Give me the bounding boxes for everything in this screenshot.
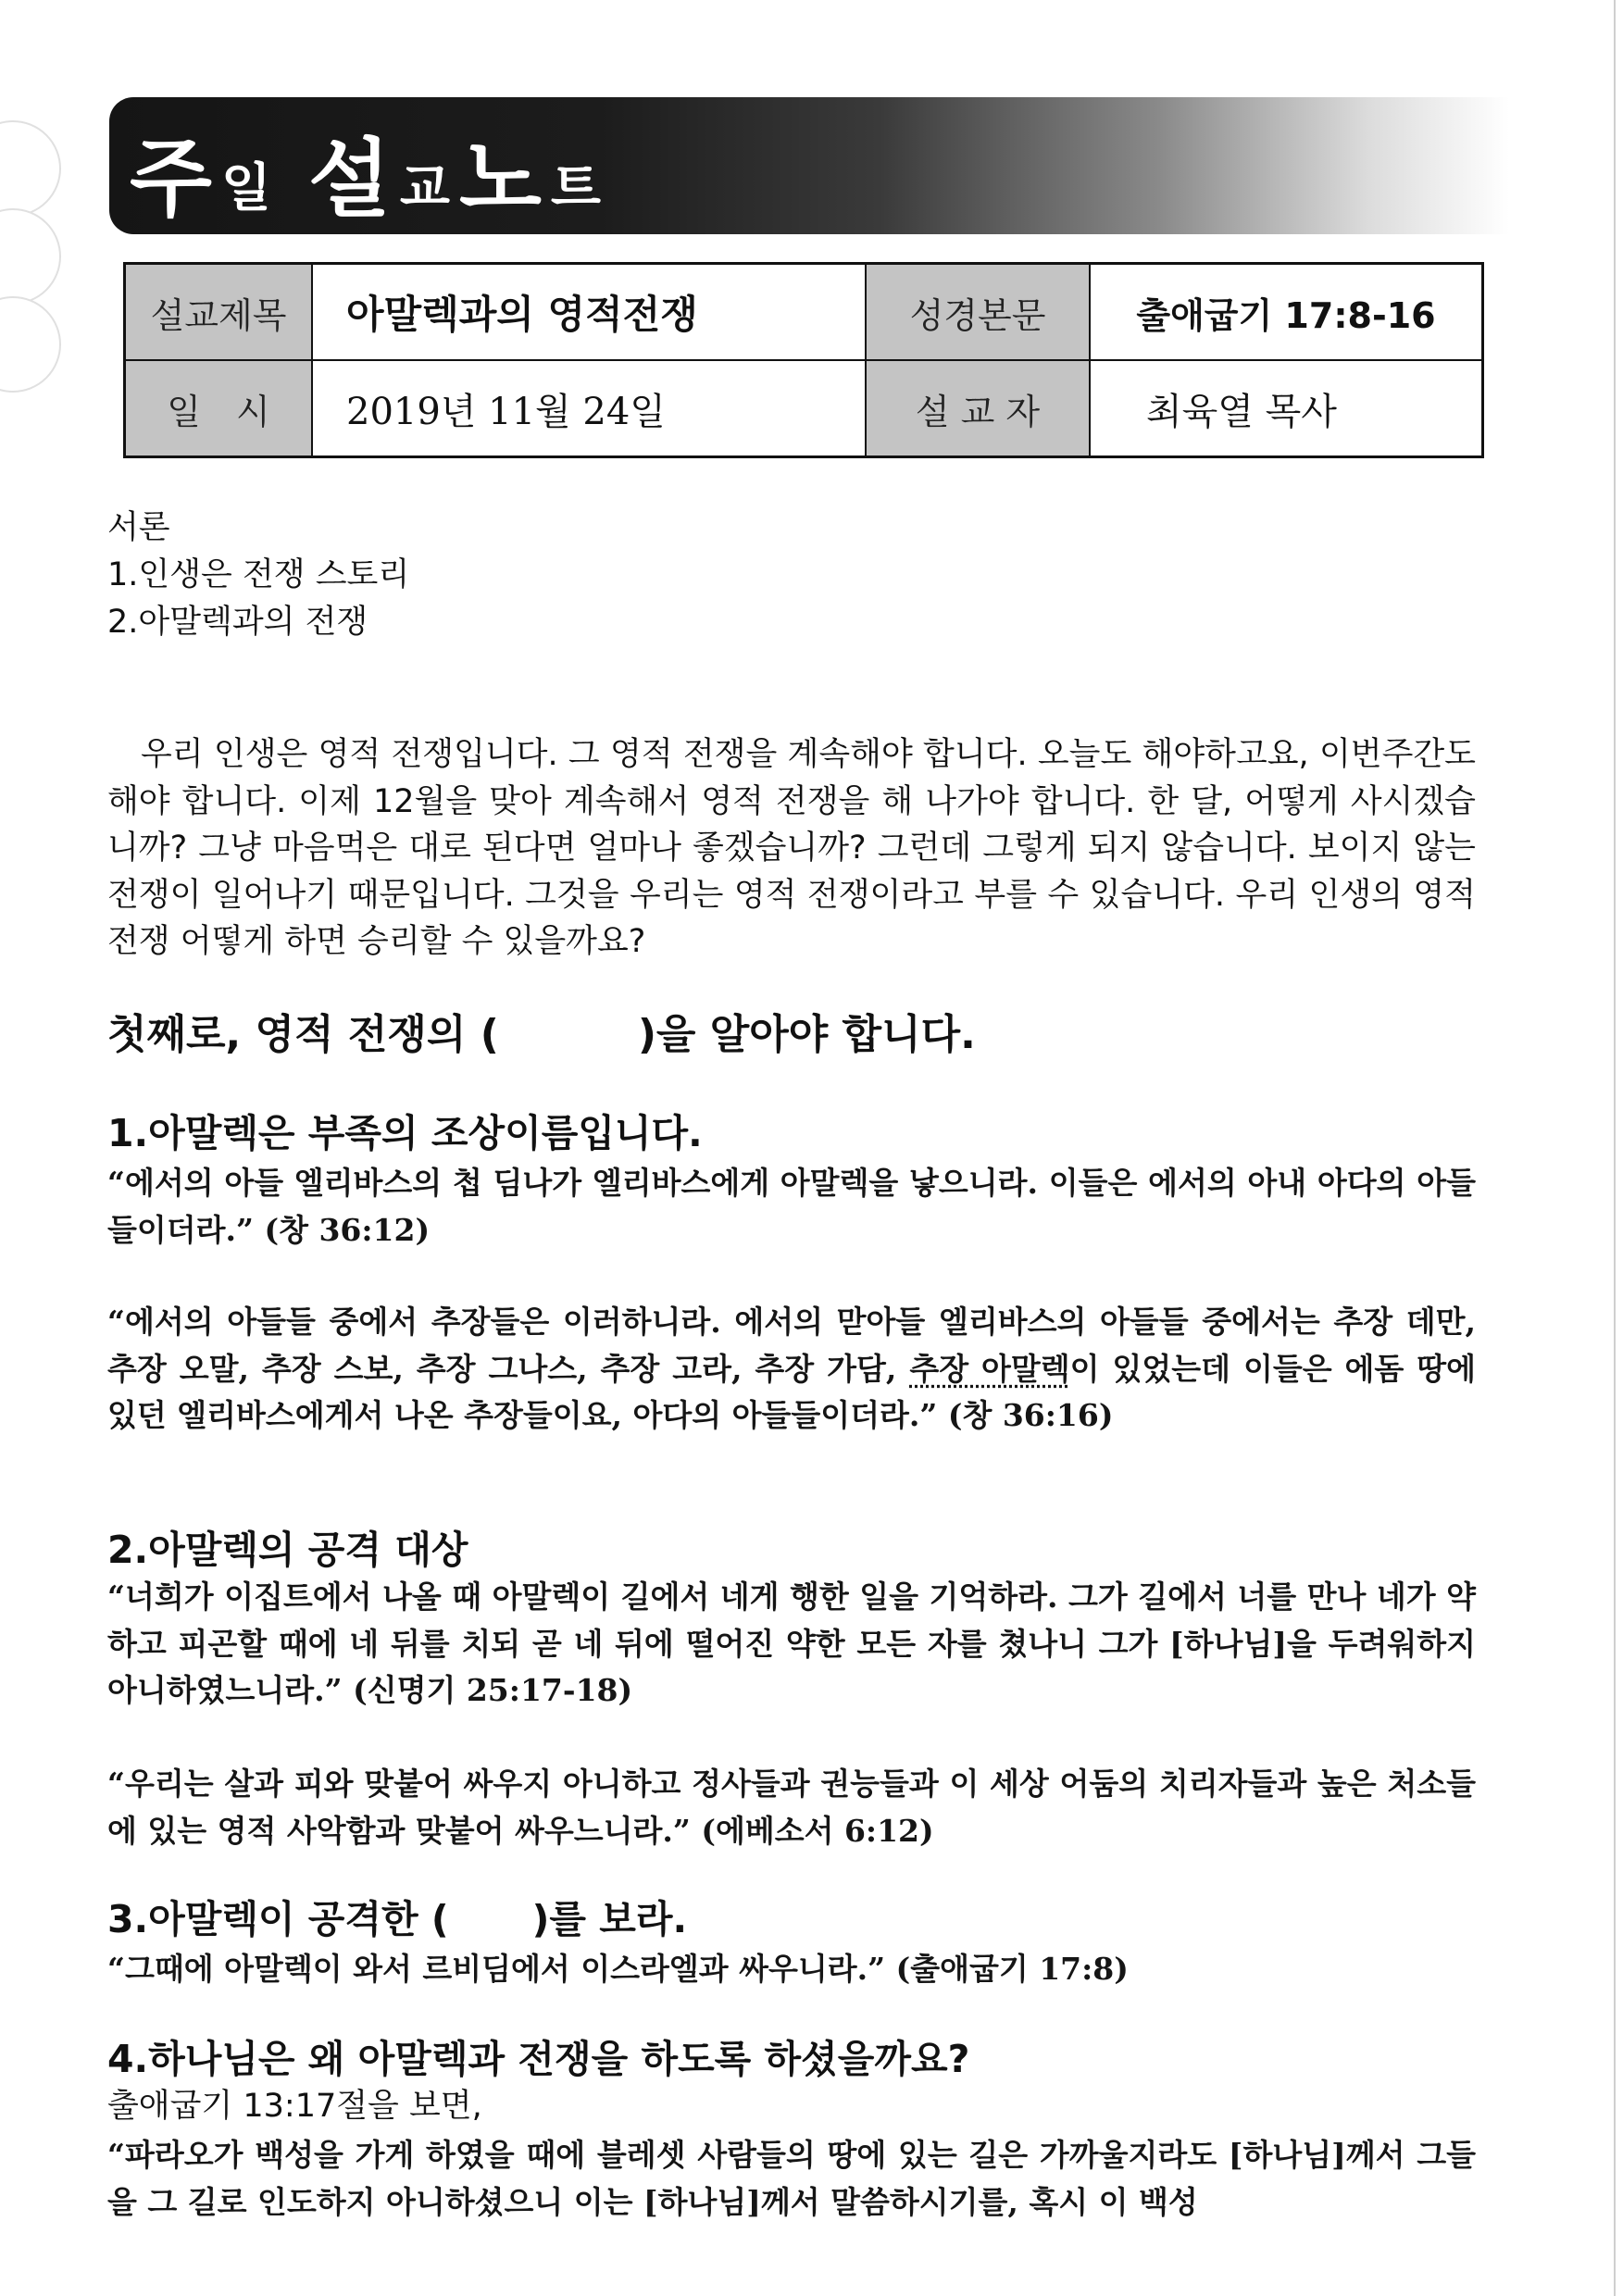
scripture-quote [107, 1299, 1476, 1440]
section-title: 4.하나님은 왜 아말렉과 전쟁을 하도록 하셨을까요? [107, 2037, 970, 2081]
scripture-reference: 출애굽기 17:8-16 [1090, 264, 1483, 361]
date-label: 일 시 [125, 360, 313, 457]
banner-char: 일 [220, 158, 271, 218]
outline-heading: 서론 [107, 509, 170, 546]
punch-hole [0, 208, 61, 305]
title-text: 3.아말렉이 공격한 ( [107, 1897, 449, 1941]
table-row [125, 360, 1483, 457]
banner-char: 노 [458, 130, 542, 229]
preacher-name: 최육열 목사 [1090, 360, 1483, 457]
header-banner [109, 97, 1509, 234]
scripture-quote: “파라오가 백성을 가게 하였을 때에 블레셋 사람들의 땅에 있는 길은 가까울지라도 [하나님]께서 그들을 그 길로 인도하지 아니하셨으니 이는 [하나님]께서 말씀하시기를, 혹시 이 백성 [107, 2137, 1476, 2220]
sermon-info-table [123, 262, 1484, 458]
scripture-quote: “너희가 이집트에서 나올 때 아말렉이 길에서 네게 행한 일을 기억하라. 그가 길에서 너를 만나 네가 약하고 피곤할 때에 네 뒤를 치되 곧 네 뒤에 떨어진 약한 모든 자를 쳤나니 그가 [하나님]을 두려워하지 아니하였느니라.” (신명기 25:17-18) [107, 1578, 1476, 1708]
outline-item: 2.아말렉과의 전쟁 [107, 604, 368, 641]
banner-char: 주 [130, 130, 212, 229]
title-text: )를 보라. [531, 1897, 688, 1941]
punch-hole [0, 120, 61, 217]
section-title: 1.아말렉은 부족의 조상이름입니다. [107, 1111, 703, 1155]
heading-text: )을 알아야 합니다. [637, 1011, 976, 1058]
sermon-outline [107, 505, 409, 646]
banner-char: 교 [399, 158, 450, 218]
quote-text: 이 있었는데 이들은 에돔 땅에 있던 엘리바스에게서 나온 추장들이요, 아다의 아들들이더라.” (창 36:16) [107, 1350, 1476, 1433]
intro-paragraph: 우리 인생은 영적 전쟁입니다. 그 영적 전쟁을 계속해야 합니다. 오늘도 해야하고요, 이번주간도 해야 합니다. 이제 12월을 맞아 계속해서 영적 전쟁을 해 나가야 합니다. 한 달, 어떻게 사시겠습니까? 그냥 마음먹은 대로 된다면 얼마나 좋겠습니까? 그런데 그렇게 되지 않습니다. 보이지 않는 전쟁이 일어나기 때문입니다. 그것을 우리는 영적 전쟁이라고 부를 수 있습니다. 우리 인생의 영적 전쟁 어떻게 하면 승리할 수 있을까요? [107, 736, 1476, 960]
body-text: 출애굽기 13:17절을 보면, [107, 2088, 482, 2125]
sermon-title: 아말렉과의 영적전쟁 [312, 264, 866, 361]
scripture-label: 성경본문 [866, 264, 1090, 361]
banner-char: 설 [307, 130, 391, 229]
banner-title [130, 106, 610, 229]
outline-item: 1.인생은 전쟁 스토리 [107, 556, 410, 593]
section-title [107, 1895, 687, 1943]
table-row [125, 264, 1483, 361]
section-title: 2.아말렉의 공격 대상 [107, 1528, 468, 1572]
scripture-quote: “그때에 아말렉이 와서 르비딤에서 이스라엘과 싸우니라.” (출애굽기 17:8) [107, 1951, 1129, 1987]
preacher-label: 설 교 자 [866, 360, 1090, 457]
quote-text: “에서의 아들들 중에서 추장들은 이러하니라. 에서의 맏아들 엘리바스의 아들들 중에서는 추장 데만, 추장 오말, 추장 스보, 추장 그나스, 추장 고라, 추장 가담, [107, 1304, 1476, 1387]
punch-hole [0, 296, 61, 393]
underlined-text: 추장 아말렉 [909, 1350, 1070, 1387]
heading-text: 첫째로, 영적 전쟁의 ( [107, 1011, 499, 1058]
sermon-date: 2019년 11월 24일 [312, 360, 866, 457]
banner-char: 트 [550, 158, 601, 218]
scripture-quote: “에서의 아들 엘리바스의 첩 딤나가 엘리바스에게 아말렉을 낳으니라. 이들은 에서의 아내 아다의 아들들이더라.” (창 36:12) [107, 1165, 1476, 1248]
title-label: 설교제목 [125, 264, 313, 361]
main-heading [107, 1009, 976, 1061]
scripture-quote: “우리는 살과 피와 맞붙어 싸우지 아니하고 정사들과 권능들과 이 세상 어둠의 치리자들과 높은 처소들에 있는 영적 사악함과 맞붙어 싸우느니라.” (에베소서 6:12) [107, 1766, 1476, 1849]
page-edge [1614, 0, 1616, 2296]
